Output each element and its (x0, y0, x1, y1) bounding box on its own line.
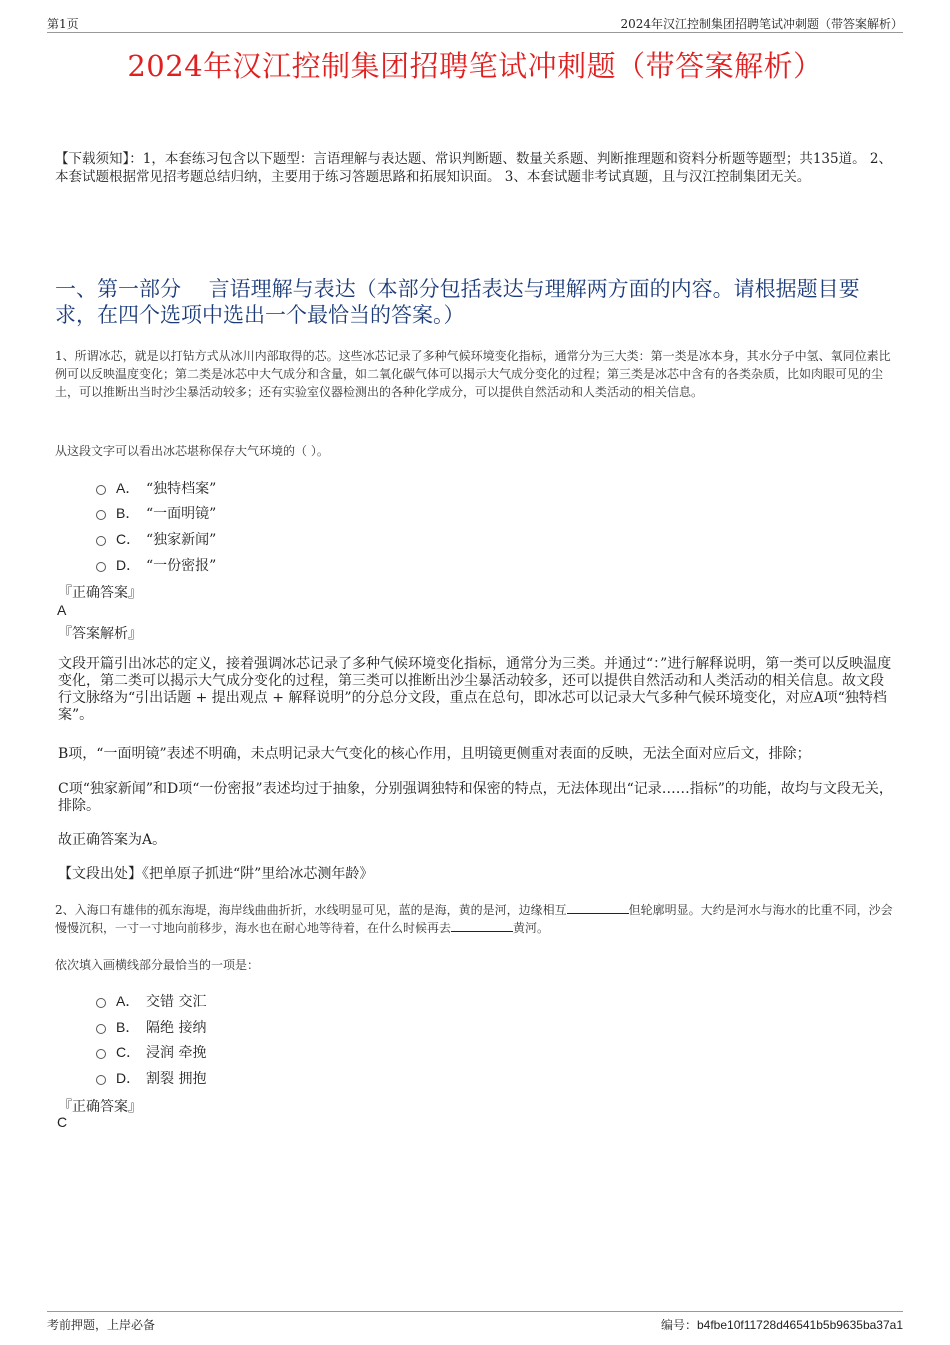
q1-analysis-para-3: C项“独家新闻”和D项“一份密报”表述均过于抽象，分别强调独特和保密的特点，无法体现出“记录……指标”的功能，故均与文段无关，排除。 (58, 781, 893, 814)
header-divider (47, 32, 903, 33)
header-doc-title: 2024年汉江控制集团招聘笔试冲刺题（带答案解析） (620, 17, 903, 31)
q1-source: 【文段出处】《把单原子抓进“阱”里给冰芯测年龄》 (58, 866, 374, 882)
question-2-prompt: 依次填入画横线部分最恰当的一项是： (55, 958, 260, 972)
footer-doc-id (661, 1316, 903, 1333)
q1-answer-label: 『正确答案』 (58, 585, 142, 601)
blank-2[interactable] (451, 919, 513, 932)
radio-icon[interactable] (96, 1075, 106, 1085)
q2-option-d[interactable] (96, 1068, 206, 1088)
q1-analysis-para-1: 文段开篇引出冰芯的定义，接着强调冰芯记录了多种气候环境变化指标，通常分为三类。并通过“：”进行解释说明，第一类可以反映温度变化，第二类可以揭示大气成分变化的过程，第三类可以推断出沙尘暴活动较多，还可以提供自然活动和人类活动的相关信息。故文段行文脉络为“引出话题 + 提出观点 + 解释说明”的分总分文段，重点在总句，即冰芯可以记录大气多种气候环境变化，对应A项“独特档案”。 (58, 656, 892, 723)
radio-icon[interactable] (96, 536, 106, 546)
option-letter: B． (116, 505, 140, 521)
q2-option-a[interactable] (96, 991, 206, 1011)
footer-divider (47, 1311, 903, 1312)
section-heading: 一、第一部分 言语理解与表达（本部分包括表达与理解两方面的内容。请根据题目要求，在四个选项中选出一个最恰当的答案。） (55, 277, 860, 327)
option-text: 隔绝 接纳 (146, 1020, 207, 1036)
page-number: 第1页 (47, 17, 79, 31)
option-text: “一份密报” (146, 558, 217, 574)
q1-option-b[interactable] (96, 503, 216, 523)
q1-option-d[interactable] (96, 555, 216, 575)
radio-icon[interactable] (96, 998, 106, 1008)
download-notice: 【下载须知】：1，本套练习包含以下题型：言语理解与表达题、常识判断题、数量关系题、判断推理题和资料分析题等题型；共135道。 2、本套试题根据常见招考题总结归纳，主要用于练习答题思路和拓展知识面。 3、本套试题非考试真题，且与汉江控制集团无关。 (55, 151, 892, 185)
q1-analysis-label: 『答案解析』 (58, 626, 142, 642)
question-1-prompt: 从这段文字可以看出冰芯堪称保存大气环境的（ ）。 (55, 444, 329, 458)
radio-icon[interactable] (96, 485, 106, 495)
option-text: 割裂 拥抱 (146, 1071, 207, 1087)
option-text: “一面明镜” (146, 506, 217, 522)
doc-id-value: b4fbe10f11728d46541b5b9635ba37a1 (697, 1318, 903, 1332)
option-letter: D． (116, 557, 141, 573)
footer-slogan: 考前押题，上岸必备 (47, 1318, 156, 1332)
option-letter: C． (116, 1044, 141, 1060)
q1-option-c[interactable] (96, 529, 216, 549)
q1-answer: A (57, 602, 67, 618)
q2-option-b[interactable] (96, 1017, 206, 1037)
radio-icon[interactable] (96, 1049, 106, 1059)
doc-id-label: 编号： (660, 1318, 697, 1332)
q2-text-part1: 2、入海口有雄伟的孤东海堤，海岸线曲曲折折，水线明显可见，蓝的是海，黄的是河，边缘相互 (55, 903, 567, 917)
option-letter: D． (116, 1070, 141, 1086)
option-letter: A． (116, 480, 140, 496)
q2-text-part3: 黄河。 (513, 921, 550, 935)
q2-option-c[interactable] (96, 1042, 206, 1062)
option-text: 浸润 牵挽 (146, 1045, 207, 1061)
q1-analysis-para-4: 故正确答案为A。 (58, 832, 167, 848)
option-letter: C． (116, 531, 141, 547)
option-text: “独特档案” (146, 481, 217, 497)
option-text: “独家新闻” (146, 532, 217, 548)
radio-icon[interactable] (96, 562, 106, 572)
option-letter: A． (116, 993, 140, 1009)
question-1-text: 1、所谓冰芯，就是以打钻方式从冰川内部取得的芯。这些冰芯记录了多种气候环境变化指标，通常分为三大类：第一类是冰本身，其水分子中氢、氧同位素比例可以反映温度变化；第二类是冰芯中大气成分和含量，如二氧化碳气体可以揭示大气成分变化的过程；第三类是冰芯中含有的各类杂质，比如肉眼可见的尘土，可以推断出当时沙尘暴活动较多；还有实验室仪器检测出的各种化学成分，可以提供自然活动和人类活动的相关信息。 (55, 349, 891, 399)
blank-1[interactable] (567, 901, 629, 914)
question-2-text (55, 901, 900, 937)
radio-icon[interactable] (96, 1024, 106, 1034)
q1-option-a[interactable] (96, 478, 216, 498)
radio-icon[interactable] (96, 510, 106, 520)
q2-answer: C (57, 1114, 68, 1130)
q2-text-part2: 但轮廓明显。大约是河水与海水的比重不同，沙会慢慢沉积，一寸一寸地向前移步，海水也在耐心地等待着，在什么时候再去 (55, 903, 893, 935)
option-letter: B． (116, 1019, 140, 1035)
option-text: 交错 交汇 (146, 994, 207, 1010)
q2-answer-label: 『正确答案』 (58, 1099, 142, 1115)
q1-analysis-para-2: B项，“一面明镜”表述不明确，未点明记录大气变化的核心作用，且明镜更侧重对表面的反映，无法全面对应后文，排除； (58, 746, 811, 762)
page-title: 2024年汉江控制集团招聘笔试冲刺题（带答案解析） (127, 49, 823, 83)
